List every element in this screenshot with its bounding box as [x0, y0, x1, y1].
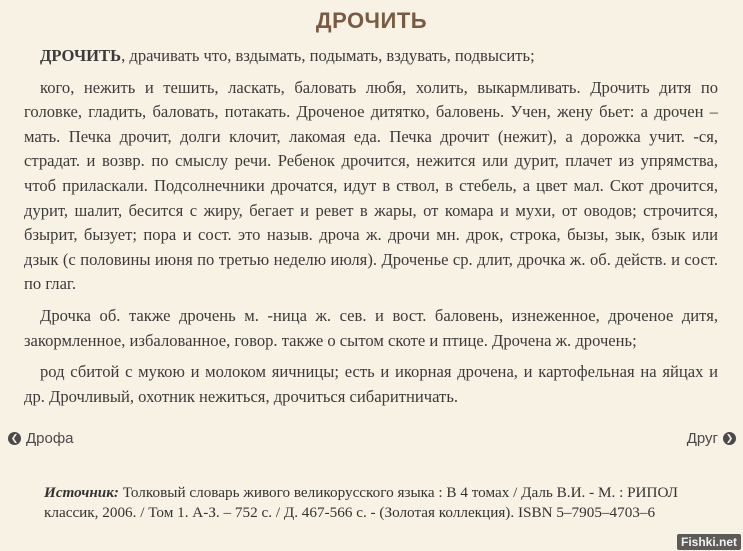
article-paragraph-1 [24, 44, 718, 69]
watermark: Fishki.net [677, 534, 741, 550]
headword: ДРОЧИТЬ [40, 46, 122, 65]
dictionary-article [24, 44, 718, 416]
arrow-left-circle-icon: ❮ [8, 432, 21, 445]
next-article-label: Друг [686, 430, 718, 447]
source-citation [44, 483, 704, 524]
article-paragraph-4: род сбитой с мукою и молоком яичницы; есть и икорная дрочена, и картофельная на яйцах и др. Дрочливый, охотник нежиться, дрочиться сибаритничать. [24, 362, 718, 406]
headword-definition: , драчивать что, вздымать, подымать, вздувать, подвысить; [121, 46, 535, 65]
article-paragraph-2: кого, нежить и тешить, ласкать, баловать любя, холить, выкармливать. Дрочить дитя по головке, гладить, баловать, потакать. Дроченое дитятко, баловень. Учен, жену бьет: а дрочен – мать. Печка дрочит, долги клочит, лакомая еда. Печка дрочит (нежит), а дорожка учит. -ся, страдат. и возвр. по смыслу речи. Ребенок дрочится, нежится или дурит, плачет из упрямства, чтоб приласкали. Подсолнечники дрочатся, идут в ствол, в стебель, а цвет мал. Скот дрочится, дурит, шалит, бесится с жиру, бегает и ревет в жары, от комара и мухи, от оводов; строчится, бзырит, бызует; пора и сост. это назыв. дроча ж. дрочи мн. дрок, строка, бызы, зык, бзык или дзык (с половины июня по третью неделю июля). Дроченье ср. длит, дрочка ж. об. действ. и сост. по глаг. [24, 77, 718, 294]
prev-article-link[interactable] [8, 430, 74, 447]
prev-article-label: Дрофа [26, 430, 74, 447]
source-label: Источник: [44, 484, 119, 501]
source-text: Толковый словарь живого великорусского языка : В 4 томах / Даль В.И. - М. : РИПОЛ классик, 2006. / Том 1. А-З. – 752 с. / Д. 467-566 с. - (Золотая коллекция). ISBN 5–7905–4703–6 [44, 484, 678, 522]
article-navigation [8, 430, 736, 454]
article-paragraph-3: Дрочка об. также дрочень м. -ница ж. сев. и вост. баловень, изнеженное, дроченое дитя, закормленное, избалованное, говор. также о сытом скоте и птице. Дрочена ж. дрочень; [24, 305, 718, 350]
arrow-right-circle-icon: ❯ [723, 432, 736, 445]
next-article-link[interactable] [687, 430, 736, 447]
page-title: ДРОЧИТЬ [315, 8, 428, 33]
